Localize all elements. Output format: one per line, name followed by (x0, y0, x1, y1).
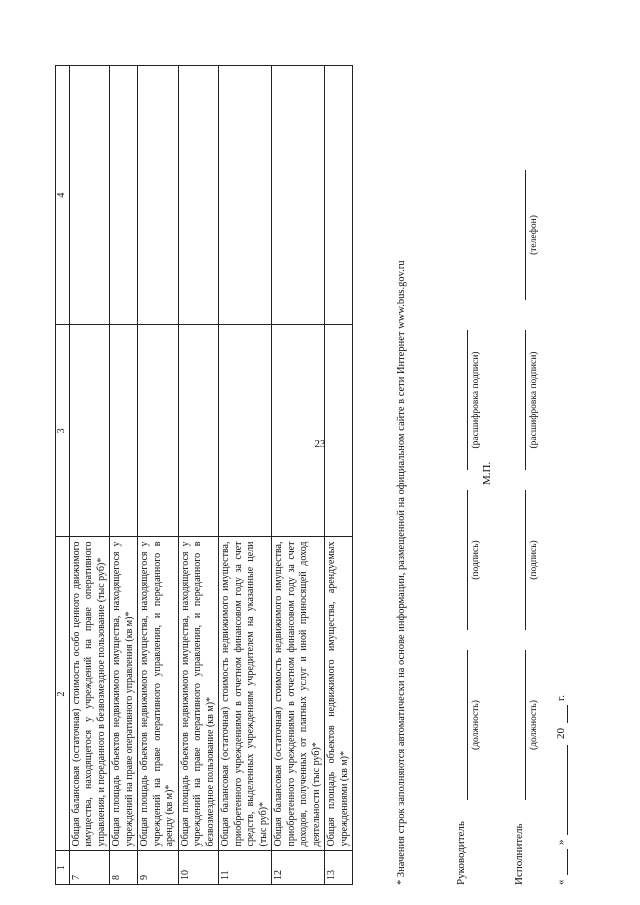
row-description: Общая балансовая (остаточная) стоимость недвижимого имущества, приобретенного учреждениями в отчетном финансовом году за счет доходов, полученных от платных услуг и иной приносящей доход деятельности (тыс руб)* (272, 537, 325, 851)
row-value-col3 (138, 325, 179, 537)
date-year-prefix: 20 (555, 728, 567, 739)
date-close-quote: » (555, 839, 567, 845)
row-value-col4 (69, 66, 110, 325)
header-cell: 3 (56, 325, 70, 537)
phone-caption: (телефон) (529, 215, 539, 255)
executor-position-caption: (должность) (529, 700, 539, 750)
table-row (272, 66, 325, 885)
executor-position-line (525, 650, 526, 800)
row-value-col3 (110, 325, 138, 537)
table-header-row (56, 66, 70, 885)
row-value-col3 (272, 325, 325, 537)
executor-signature-caption: (подпись) (529, 540, 539, 580)
table-row (138, 66, 179, 885)
table-row (69, 66, 110, 885)
header-cell: 1 (56, 851, 70, 885)
head-label: Руководитель (455, 821, 467, 885)
row-number: 7 (69, 851, 110, 885)
date-day-line (567, 849, 568, 875)
page-number: 23 (314, 438, 326, 450)
row-number: 8 (110, 851, 138, 885)
table-row (219, 66, 272, 885)
row-value-col3 (69, 325, 110, 537)
row-description: Общая площадь объектов недвижимого имущества, находящегося у учреждений на праве оперативного управления (кв м)* (110, 537, 138, 851)
row-description: Общая балансовая (остаточная) стоимость недвижимого имущества, приобретенного учреждениями в отчетном финансовом году за счет средств, выделенных учреждениям учредителем на указанные цели (тыс руб)* (219, 537, 272, 851)
header-cell: 2 (56, 537, 70, 851)
row-description: Общая площадь объектов недвижимого имущества, находящегося у учреждений на праве оперативного управления, и переданного в аренду (кв м)* (138, 537, 179, 851)
row-number: 9 (138, 851, 179, 885)
row-value-col4 (272, 66, 325, 325)
row-value-col4 (138, 66, 179, 325)
head-decoding-line (467, 330, 468, 470)
date-open-quote: « (555, 879, 567, 885)
executor-label: Исполнитель (513, 823, 525, 885)
stamp-label: М.П. (481, 461, 493, 485)
head-decoding-caption: (расшифровка подписи) (471, 351, 481, 449)
row-number: 13 (325, 851, 353, 885)
executor-signature-line (525, 490, 526, 630)
row-description: Общая площадь объектов недвижимого имущества, арендуемых учреждениями (кв м)* (325, 537, 353, 851)
row-value-col4 (325, 66, 353, 325)
row-description: Общая площадь объектов недвижимого имущества, находящегося у учреждений на праве оперативного управления, и переданного в безвозмездное пользование (кв м)* (178, 537, 219, 851)
row-description: Общая балансовая (остаточная) стоимость особо ценного движимого имущества, находящегося у учреждений на праве оперативного управления, и переданного в безвозмездное пользование (тыс руб)* (69, 537, 110, 851)
head-signature-caption: (подпись) (471, 540, 481, 580)
date-year-line (567, 705, 568, 723)
header-cell: 4 (56, 66, 70, 325)
row-value-col4 (178, 66, 219, 325)
table-row (325, 66, 353, 885)
row-value-col3 (325, 325, 353, 537)
row-number: 12 (272, 851, 325, 885)
row-value-col3 (219, 325, 272, 537)
table-row (110, 66, 138, 885)
row-number: 10 (178, 851, 219, 885)
phone-line (525, 170, 526, 300)
head-signature-line (467, 490, 468, 630)
footnote: * Значения строк заполняются автоматически на основе информации, размещенной на официальном сайте в сети Интернет www.bus.gov.ru (396, 260, 407, 885)
head-position-line (467, 650, 468, 800)
property-table (55, 65, 353, 885)
table-row (178, 66, 219, 885)
head-position-caption: (должность) (471, 700, 481, 750)
executor-decoding-caption: (расшифровка подписи) (529, 351, 539, 449)
row-value-col3 (178, 325, 219, 537)
row-value-col4 (219, 66, 272, 325)
row-number: 11 (219, 851, 272, 885)
executor-decoding-line (525, 330, 526, 470)
date-month-line (567, 745, 568, 835)
row-value-col4 (110, 66, 138, 325)
rotated-page (55, 65, 585, 885)
date-suffix: г. (555, 694, 567, 701)
